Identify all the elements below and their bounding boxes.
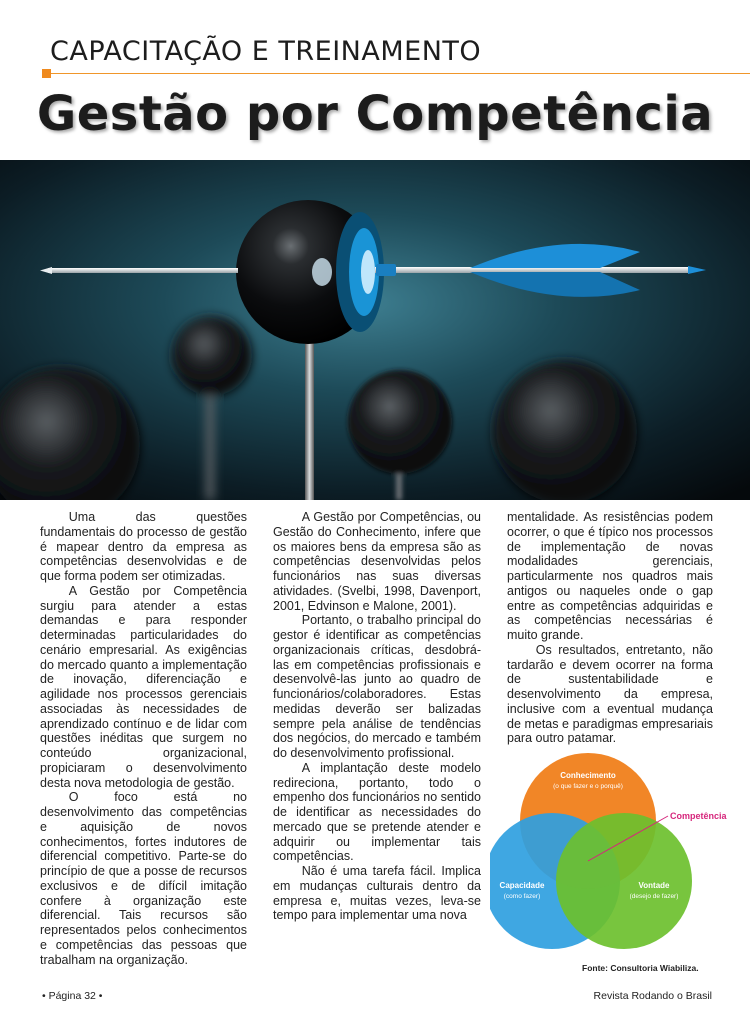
venn-label-competencia: Competência	[670, 811, 727, 821]
venn-sublabel-vontade: (desejo de fazer)	[629, 893, 679, 900]
venn-sublabel-capacidade: (como fazer)	[503, 893, 541, 900]
paragraph: O foco está no desenvolvimento das competências e aquisição de novos conhecimentos, fortes indutores de diferencial competitivo. Parte-se do princípio de que a posse de recursos exclusivos e de difícil imitação confere à organização este diferencial. Tais recursos são representados pelos conhecimentos e competências das pessoas que trabalham na organização.	[40, 790, 247, 967]
paragraph: A Gestão por Competência surgiu para atender a estas demandas e para responder determinadas particularidades do cenário empresarial. As exigências do mercado quanto a implementação de inovação, diferenciação e agilidade nos processos gerenciais associadas às necessidades de aprendizado contínuo e de lidar com questões inéditas que surgem no conteúdo organizacional, propiciaram o desenvolvimento desta nova metodologia de gestão.	[40, 583, 247, 790]
magazine-name: Revista Rodando o Brasil	[593, 990, 712, 1002]
venn-label-vontade: Vontade	[638, 881, 670, 890]
paragraph: A Gestão por Competências, ou Gestão do Conhecimento, infere que os maiores bens da empresa são as competências desenvolvidas pelos funcionários nas suas diversas atividades. (Svelbi, 1998, Davenport, 2001, Edvinson e Malone, 2001).	[273, 510, 481, 613]
venn-label-conhecimento: Conhecimento	[560, 771, 616, 780]
paragraph: Uma das questões fundamentais do processo de gestão é mapear dentro da empresa as competências desenvolvidas e de que forma podem ser otimizadas.	[40, 510, 247, 583]
venn-sublabel-conhecimento: (o que fazer e o porquê)	[553, 783, 623, 790]
venn-circle-vontade	[556, 813, 692, 949]
competence-venn-diagram	[490, 746, 740, 956]
paragraph: mentalidade. As resistências podem ocorrer, o que é típico nos processos de implementação de novas modalidades gerenciais, particularmente nos quadros mais antigos ou naqueles onde o gap entre as competências adquiridas e as competências necessárias é muito grande.	[507, 510, 713, 642]
section-marker	[42, 69, 51, 78]
article-column-3	[507, 510, 713, 746]
article-column-2	[273, 510, 481, 923]
paragraph: Não é uma tarefa fácil. Implica em mudanças culturais dentro da empresa e, muitas vezes, leva-se tempo para implementar uma nova	[273, 864, 481, 923]
paragraph: Os resultados, entretanto, não tardarão e devem ocorrer na forma de sustentabilidade e desenvolvimento da empresa, inclusive com a eventual mudança de metas e paradigmas empresariais para outro patamar.	[507, 642, 713, 746]
section-rule	[42, 73, 750, 74]
paragraph: Portanto, o trabalho principal do gestor é identificar as competências organizacionais críticas, desdobrá-las em competências profissionais e desenvolvê-las junto ao quadro de funcionários/colaboradores. Estas medidas deverão ser balizadas sempre pela análise de tendências dos negócios, do mercado e também do desenvolvimento profissional.	[273, 613, 481, 760]
hero-image-target-arrow	[0, 160, 750, 500]
diagram-source: Fonte: Consultoria Wiabiliza.	[582, 963, 699, 973]
page-number: • Página 32 •	[42, 990, 103, 1002]
article-column-1	[40, 510, 247, 967]
paragraph: A implantação deste modelo redireciona, portanto, todo o empenho dos funcionários no sentido de identificar as necessidades do mercado que se pretende atender e adquirir ou implementar tais competências.	[273, 760, 481, 864]
article-headline: Gestão por Competência	[36, 86, 714, 142]
venn-label-capacidade: Capacidade	[499, 881, 545, 890]
section-title: CAPACITAÇÃO E TREINAMENTO	[50, 36, 482, 67]
